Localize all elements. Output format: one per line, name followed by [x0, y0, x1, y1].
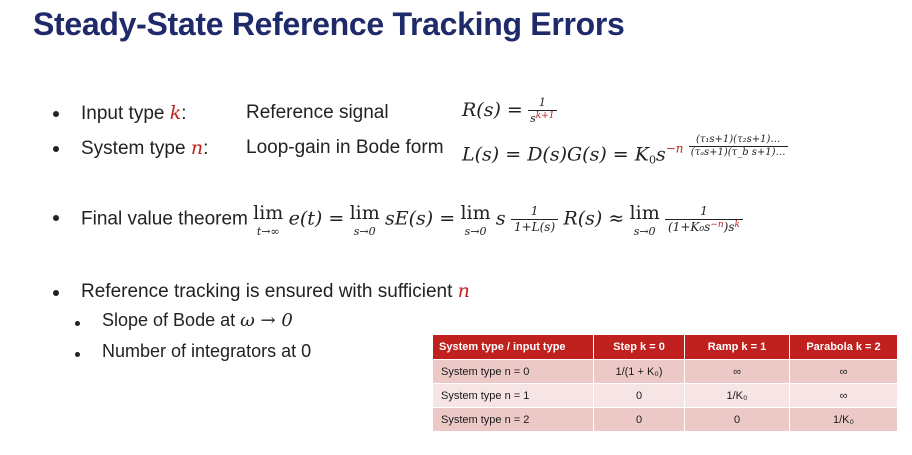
loop-gain-denominator: (τₐs+1)(τ_b s+1)…: [690, 146, 786, 158]
lim-sub: t→∞: [256, 225, 280, 238]
header-cell: Ramp k = 1: [685, 335, 790, 360]
tracking-label: Reference tracking is ensured with sufficient: [81, 281, 453, 302]
fvt-fraction2-den: [665, 220, 743, 235]
loop-gain-formula: [462, 134, 788, 167]
lim-word: lim: [253, 202, 284, 224]
table-cell: System type n = 0: [433, 360, 594, 384]
slide-title: Steady-State Reference Tracking Errors: [33, 6, 625, 42]
system-type-label: System type: [81, 138, 186, 159]
table-row: [433, 408, 898, 432]
limit: [460, 204, 490, 237]
den-exponent: k+1: [535, 110, 555, 121]
slope-math: ω → 0: [240, 310, 293, 331]
header-cell: Parabola k = 2: [790, 335, 898, 360]
tracking-var: n: [457, 280, 470, 302]
input-type-label: Input type: [81, 103, 165, 124]
tracking-error-table: [432, 334, 898, 432]
table-cell: System type n = 1: [433, 384, 594, 408]
bullet-dot: [53, 146, 59, 152]
fvt-se: sE(s) =: [385, 207, 456, 230]
table-cell: 1/K₀: [685, 384, 790, 408]
header-cell: System type / input type: [433, 335, 594, 360]
table-cell: 1/K₀: [790, 408, 898, 432]
loop-gain-fraction: [689, 134, 788, 158]
den-tail: )s: [723, 220, 735, 234]
sub-bullet-dot: [75, 352, 80, 357]
fvt-fraction-num: 1: [511, 204, 558, 220]
sub-bullet-integrators: Number of integrators at 0: [102, 341, 312, 361]
system-type-var: n: [190, 137, 204, 159]
den-k: k: [734, 220, 740, 230]
fvt-rs: R(s) ≈: [563, 207, 625, 230]
sub-bullet-slope: [102, 310, 293, 331]
bullet-dot: [53, 215, 59, 221]
fraction-denominator: [528, 111, 556, 126]
table-cell: 0: [594, 408, 685, 432]
s-var: s: [655, 143, 666, 166]
table-cell: System type n = 2: [433, 408, 594, 432]
den-part: (1+K₀s: [668, 220, 711, 234]
loop-gain-label: Loop-gain in Bode form: [246, 137, 444, 158]
reference-signal-label: Reference signal: [246, 102, 389, 123]
tracking-line: [81, 280, 470, 303]
table-header-row: [433, 335, 898, 360]
formula-lhs: R(s) =: [462, 99, 523, 122]
fvt-fraction-den: 1+L(s): [513, 220, 556, 234]
fvt-fraction2-num: 1: [665, 204, 743, 220]
table-cell: 1/(1 + K₀): [594, 360, 685, 384]
fvt-label: Final value theorem: [81, 208, 248, 230]
bullet-dot: [53, 111, 59, 117]
formula-fraction: [528, 97, 556, 125]
table-row: [433, 384, 898, 408]
fvt-e: e(t) =: [288, 207, 345, 230]
table-cell: ∞: [685, 360, 790, 384]
limit: [253, 204, 283, 237]
colon: :: [203, 138, 209, 159]
k-subscript: 0: [648, 153, 656, 167]
lim-sub: s→0: [353, 225, 376, 238]
lim-word: lim: [629, 202, 660, 224]
lim-sub: s→0: [464, 225, 487, 238]
limit: [350, 204, 380, 237]
lim-word: lim: [460, 202, 491, 224]
fraction-numerator: 1: [528, 97, 556, 111]
lim-word: lim: [349, 202, 380, 224]
table-cell: ∞: [790, 384, 898, 408]
fvt-fraction: [511, 204, 558, 235]
slope-label: Slope of Bode at: [102, 310, 236, 330]
reference-signal-formula: [462, 97, 557, 125]
bullet-dot: [53, 290, 59, 296]
input-type-var: k: [169, 102, 182, 124]
limit: [630, 204, 660, 237]
table-row: [433, 360, 898, 384]
fvt-fraction-2: [665, 204, 743, 235]
system-type-line: [81, 137, 208, 160]
header-cell: Step k = 0: [594, 335, 685, 360]
s-exponent: −n: [665, 141, 684, 156]
colon: :: [181, 103, 187, 124]
table-cell: 0: [594, 384, 685, 408]
input-type-line: [81, 102, 187, 125]
table-cell: 0: [685, 408, 790, 432]
lim-sub: s→0: [633, 225, 656, 238]
loop-gain-numerator: (τ₁s+1)(τ₂s+1)…: [689, 134, 788, 147]
sub-bullet-dot: [75, 321, 80, 326]
loop-gain-lhs: L(s) = D(s)G(s) = K: [462, 143, 649, 166]
final-value-theorem: [81, 204, 743, 237]
den-exp: −n: [710, 220, 724, 230]
fvt-s: s: [495, 207, 506, 230]
table-cell: ∞: [790, 360, 898, 384]
den-base: s: [530, 111, 536, 125]
